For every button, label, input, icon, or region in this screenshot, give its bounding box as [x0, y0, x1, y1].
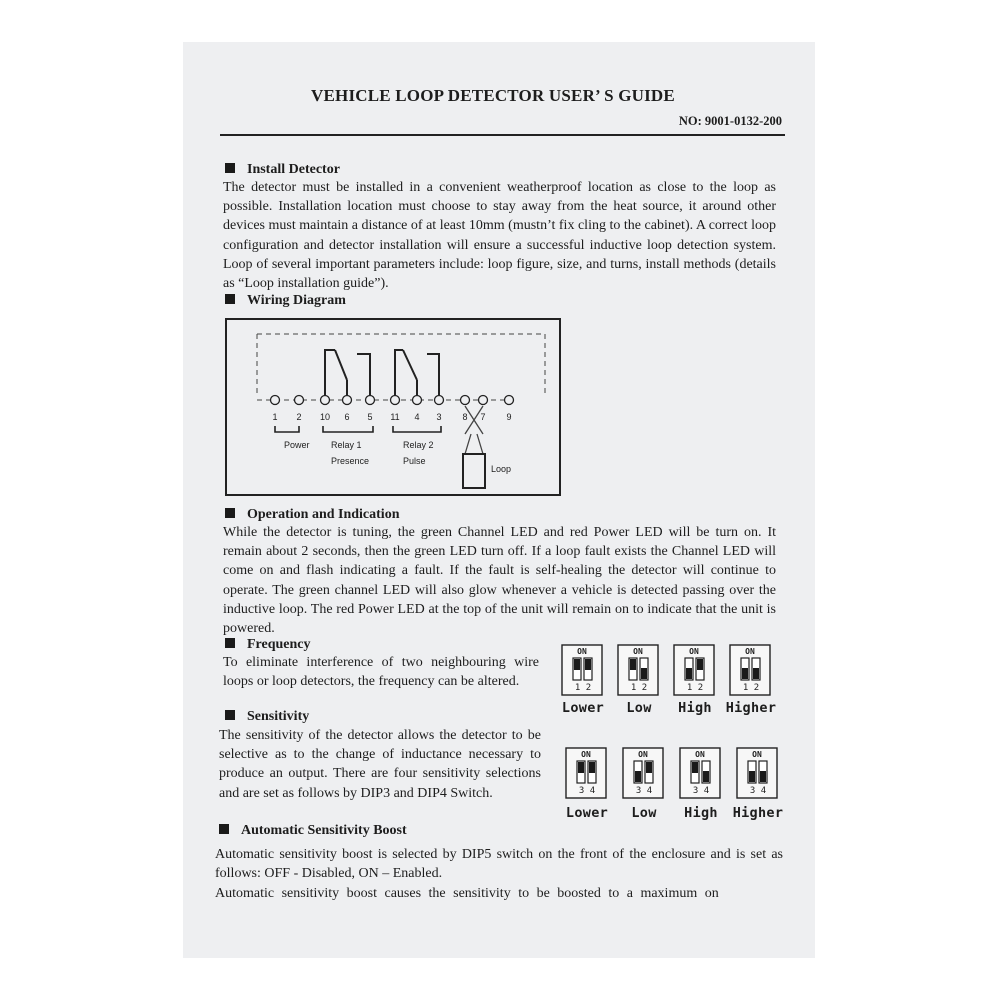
relay2-contact-icon — [395, 350, 439, 400]
terminal-10 — [321, 396, 330, 405]
dip-switch-icon — [736, 747, 778, 799]
terminal-number-10: 10 — [319, 412, 331, 422]
bullet-square-icon — [225, 508, 235, 518]
terminal-number-3: 3 — [436, 412, 442, 422]
terminal-1 — [271, 396, 280, 405]
document-title: VEHICLE LOOP DETECTOR USER’ S GUIDE — [311, 86, 675, 105]
frequency-dip-switches — [555, 644, 785, 722]
dip-switch-icon — [565, 747, 607, 799]
sensitivity-heading — [225, 709, 309, 725]
sensitivity-dip-higher — [736, 747, 778, 799]
terminal-number-4: 4 — [414, 412, 420, 422]
dip-switch-numbers: 1 2 — [686, 683, 704, 693]
document-number: NO: 9001-0132-200 — [678, 114, 782, 128]
dip-on-label: ON — [695, 750, 705, 759]
wiring-heading-text: Wiring Diagram — [247, 293, 346, 308]
dip-on-label: ON — [689, 647, 699, 656]
dip-on-label: ON — [577, 647, 587, 656]
sensitivity-dip-switches — [559, 747, 791, 827]
dip-switch-icon — [561, 644, 603, 696]
dip-switch-icon — [617, 644, 659, 696]
operation-paragraph: While the detector is tuning, the green Channel LED and red Power LED will be turn on. It remain about 2 seconds, then the green LED turn off. If a loop fault exists the Channel LED will come on and flash indicating a fault. If the fault is self-healing the detector will continue to operate. The green channel LED will also glow whenever a vehicle is detected passing over the inductive loop. The red Power LED at the top of the unit will remain on to indicate that the unit is powered. — [223, 525, 776, 637]
sensitivity-heading-text: Sensitivity — [247, 709, 310, 724]
frequency-dip-high — [673, 644, 715, 696]
dip-on-label: ON — [638, 750, 648, 759]
terminal-9 — [505, 396, 514, 405]
power-label: Power — [284, 440, 310, 450]
terminal-number-11: 11 — [390, 412, 400, 422]
dip-switch-icon — [622, 747, 664, 799]
terminal-2 — [295, 396, 304, 405]
bullet-square-icon — [225, 638, 235, 648]
terminal-5 — [366, 396, 375, 405]
frequency-heading — [225, 637, 311, 653]
terminal-3 — [435, 396, 444, 405]
dip-switch-icon — [679, 747, 721, 799]
dip-on-label: ON — [745, 647, 755, 656]
terminal-6 — [343, 396, 352, 405]
dip-switch-icon — [729, 644, 771, 696]
terminal-number-2: 2 — [296, 412, 302, 422]
bullet-square-icon — [225, 163, 235, 173]
sensitivity-dip-lower — [565, 747, 607, 799]
install-paragraph: The detector must be installed in a convenient weatherproof location as close to the loop as possible. Installation location must choose to stay away from the heat source, it around other devices must maintain a distance of at least 10mm (mustn’t fix cling to the cabinet). A correct loop configuration and detector installation will ensure a successful inductive loop detection system. Loop of several important parameters include: loop figure, size, and turns, install methods (details as “Loop installation guide”). — [223, 180, 776, 292]
terminal-number-1: 1 — [272, 412, 278, 422]
frequency-heading-text: Frequency — [247, 637, 311, 652]
frequency-label-low: Low — [626, 700, 652, 716]
relay2-label: Relay 2 — [403, 440, 434, 450]
dip-switch-numbers: 1 2 — [574, 683, 592, 693]
sensitivity-label-higher: Higher — [732, 805, 784, 821]
terminal-number-7: 7 — [480, 412, 486, 422]
frequency-paragraph: To eliminate interference of two neighbouring wire loops or loop detectors, the frequency can be altered. — [223, 655, 539, 690]
relay1-contact-icon — [325, 350, 370, 400]
boost-paragraph-continued: Automatic sensitivity boost causes the sensitivity to be boosted to a maximum on — [215, 886, 719, 901]
sensitivity-label-low: Low — [631, 805, 657, 821]
dip-on-label: ON — [581, 750, 591, 759]
sensitivity-label-lower: Lower — [565, 805, 609, 821]
sensitivity-label-high: High — [684, 805, 718, 821]
loop-label: Loop — [491, 464, 512, 474]
frequency-dip-lower — [561, 644, 603, 696]
title-rule — [220, 134, 785, 136]
frequency-label-higher: Higher — [725, 700, 777, 716]
bullet-square-icon — [225, 710, 235, 720]
dip-on-label: ON — [633, 647, 643, 656]
terminal-number-6: 6 — [344, 412, 350, 422]
boost-paragraph: Automatic sensitivity boost is selected by DIP5 switch on the front of the enclosure and is set as follows: OFF - Disabled, ON – Enabled. — [215, 847, 783, 882]
bullet-square-icon — [219, 824, 229, 834]
frequency-label-high: High — [678, 700, 712, 716]
install-heading — [225, 162, 340, 178]
loop-coil-icon — [463, 454, 485, 488]
sensitivity-paragraph: The sensitivity of the detector allows the detector to be selective as to the change of inductance necessary to produce an output. There are four sensitivity selections and are set as follows by DIP3 and DIP4 Switch. — [219, 728, 541, 801]
relay1-mode-label: Presence — [331, 456, 370, 466]
dip-switch-numbers: 3 4 — [578, 786, 596, 796]
boost-heading-text: Automatic Sensitivity Boost — [241, 823, 407, 838]
relay2-mode-label: Pulse — [403, 456, 426, 466]
dip-switch-icon — [673, 644, 715, 696]
terminal-8 — [461, 396, 470, 405]
dip-switch-numbers: 1 2 — [742, 683, 760, 693]
dip-switch-numbers: 3 4 — [635, 786, 653, 796]
guide-sheet — [183, 42, 815, 958]
terminal-11 — [391, 396, 400, 405]
frequency-dip-higher — [729, 644, 771, 696]
wiring-heading — [225, 293, 346, 309]
dip-switch-numbers: 3 4 — [749, 786, 767, 796]
frequency-label-lower: Lower — [561, 700, 605, 716]
terminal-4 — [413, 396, 422, 405]
frequency-dip-low — [617, 644, 659, 696]
wiring-diagram — [225, 318, 561, 496]
boost-heading — [219, 823, 407, 839]
terminal-number-5: 5 — [367, 412, 373, 422]
dip-switch-numbers: 3 4 — [692, 786, 710, 796]
operation-heading — [225, 507, 399, 523]
relay1-label: Relay 1 — [331, 440, 362, 450]
terminal-number-8: 8 — [462, 412, 468, 422]
sensitivity-dip-low — [622, 747, 664, 799]
dip-switch-numbers: 1 2 — [630, 683, 648, 693]
terminal-number-9: 9 — [506, 412, 512, 422]
sensitivity-dip-high — [679, 747, 721, 799]
install-heading-text: Install Detector — [247, 162, 340, 177]
bullet-square-icon — [225, 294, 235, 304]
terminal-7 — [479, 396, 488, 405]
wiring-diagram-drawing — [227, 320, 563, 498]
dip-on-label: ON — [752, 750, 762, 759]
operation-heading-text: Operation and Indication — [247, 507, 400, 522]
